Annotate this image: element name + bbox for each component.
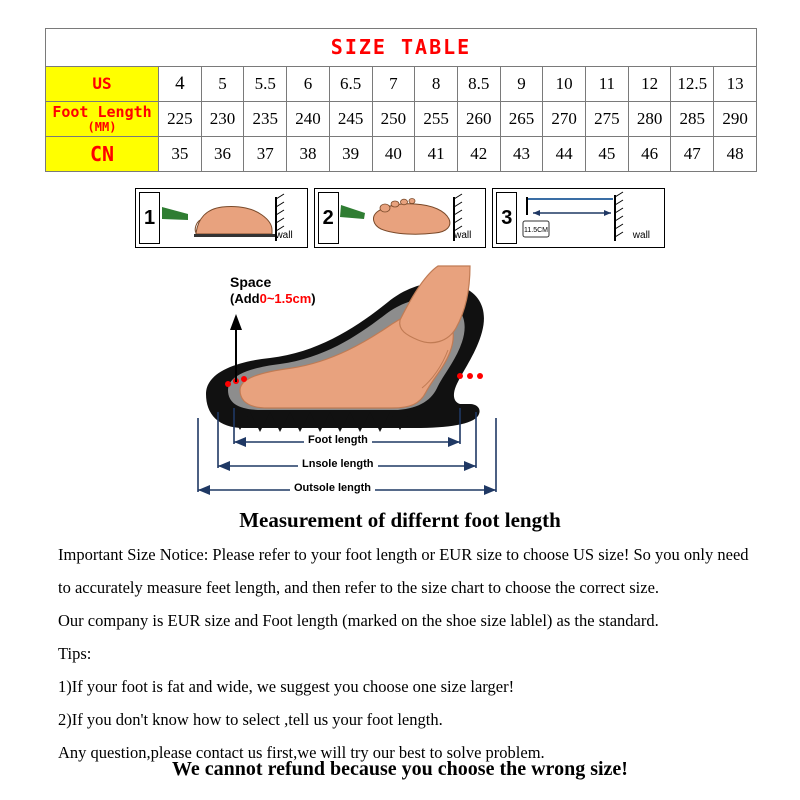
space-label-add: (Add [230, 291, 260, 307]
cell-cn-12: 47 [671, 137, 714, 172]
cell-fl-8: 265 [500, 102, 543, 137]
space-label-title: Space [230, 274, 272, 290]
step-1 [135, 188, 308, 248]
cell-us-5: 7 [372, 67, 415, 102]
diagram-caption: Measurement of differnt foot length [239, 508, 561, 532]
space-label [230, 274, 316, 307]
cell-fl-5: 250 [372, 102, 415, 137]
step-1-number: 1 [139, 192, 160, 244]
row-header-cn: CN [46, 137, 159, 172]
cell-fl-3: 240 [287, 102, 330, 137]
cell-cn-0: 35 [159, 137, 202, 172]
cell-us-3: 6 [287, 67, 330, 102]
cell-fl-1: 230 [201, 102, 244, 137]
cell-us-2: 5.5 [244, 67, 287, 102]
notice-paragraph-6: Any question,please contact us first,we will try our best to solve problem. [58, 743, 545, 762]
cell-cn-11: 46 [628, 137, 671, 172]
cell-fl-9: 270 [543, 102, 586, 137]
step-1-wall-label: wall [275, 230, 293, 241]
cell-cn-8: 43 [500, 137, 543, 172]
cell-fl-11: 280 [628, 102, 671, 137]
cell-fl-2: 235 [244, 102, 287, 137]
cell-us-11: 12 [628, 67, 671, 102]
cell-us-1: 5 [201, 67, 244, 102]
measure-label-insole-length: Lnsole length [298, 458, 378, 470]
step-3-number: 3 [496, 192, 517, 244]
table-row-us [46, 67, 757, 102]
cell-us-13: 13 [714, 67, 757, 102]
cell-us-7: 8.5 [457, 67, 500, 102]
row-header-foot-length: Foot Length (MM) [46, 102, 159, 137]
cell-cn-9: 44 [543, 137, 586, 172]
table-row-cn [46, 137, 757, 172]
refund-warning: We cannot refund because you choose the wrong size! [172, 758, 628, 780]
size-table-title-text: SIZE TABLE [330, 35, 472, 59]
cell-us-12: 12.5 [671, 67, 714, 102]
cell-fl-10: 275 [586, 102, 629, 137]
cell-cn-5: 40 [372, 137, 415, 172]
cell-cn-4: 39 [329, 137, 372, 172]
cell-us-6: 8 [415, 67, 458, 102]
cell-us-8: 9 [500, 67, 543, 102]
step-3-wall-label: wall [632, 230, 651, 241]
cell-fl-7: 260 [457, 102, 500, 137]
notice-paragraph-4: 1)If your foot is fat and wide, we suggest you choose one size larger! [58, 677, 515, 696]
step-2-number: 2 [318, 192, 339, 244]
cell-fl-0: 225 [159, 102, 202, 137]
size-notice [58, 538, 758, 769]
notice-paragraph-2: Our company is EUR size and Foot length (marked on the shoe size lablel) as the standard. [58, 611, 659, 630]
step-3 [492, 188, 665, 248]
size-table [45, 66, 757, 172]
row-header-us: US [46, 67, 159, 102]
space-label-suffix: ) [311, 291, 316, 307]
measure-steps [135, 188, 665, 248]
step-2-wall-label: wall [454, 230, 472, 241]
cell-us-0: 4 [159, 67, 202, 102]
cell-cn-2: 37 [244, 137, 287, 172]
size-table-section [45, 28, 757, 172]
cell-cn-1: 36 [201, 137, 244, 172]
cell-cn-6: 41 [415, 137, 458, 172]
cell-us-4: 6.5 [329, 67, 372, 102]
cell-us-9: 10 [543, 67, 586, 102]
notice-paragraph-5: 2)If you don't know how to select ,tell us your foot length. [58, 710, 443, 729]
svg-text:11.5CM: 11.5CM [524, 227, 549, 234]
cell-cn-13: 48 [714, 137, 757, 172]
cell-us-10: 11 [586, 67, 629, 102]
cell-cn-7: 42 [457, 137, 500, 172]
notice-paragraph-1: Important Size Notice: Please refer to your foot length or EUR size to choose US size! So you only need to accurately measure feet length, and then refer to the size chart to choose the correct size. [58, 545, 749, 597]
notice-paragraph-3: Tips: [58, 644, 92, 663]
cell-fl-4: 245 [329, 102, 372, 137]
cell-fl-13: 290 [714, 102, 757, 137]
cell-fl-12: 285 [671, 102, 714, 137]
table-row-foot-length [46, 102, 757, 137]
size-table-title [45, 28, 757, 66]
measure-label-outsole-length: Outsole length [290, 482, 375, 494]
cell-fl-6: 255 [415, 102, 458, 137]
foot-measurement-diagram [170, 262, 630, 510]
measure-label-foot-length: Foot length [304, 434, 372, 446]
cell-cn-10: 45 [586, 137, 629, 172]
space-label-value: 0~1.5cm [259, 291, 312, 307]
cell-cn-3: 38 [287, 137, 330, 172]
step-2 [314, 188, 487, 248]
